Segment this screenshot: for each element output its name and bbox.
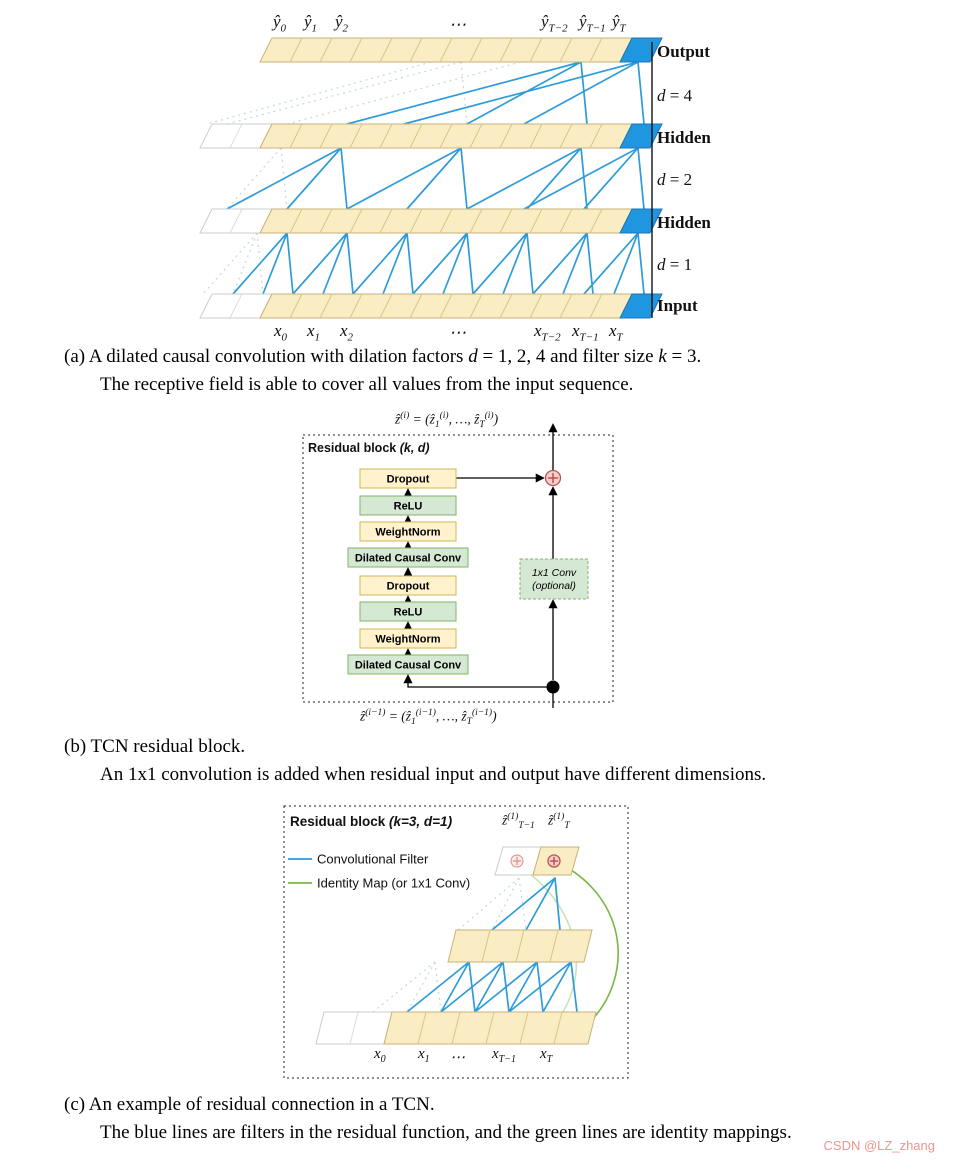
conv-lines-d1	[233, 233, 644, 294]
output-label-y0: $ŷ_0$	[273, 12, 287, 35]
output-label-y2: $ŷ_2$	[335, 12, 349, 35]
legend-identity-map-label: Identity Map (or 1x1 Conv)	[317, 875, 471, 891]
hidden-strip-2	[200, 209, 662, 233]
input-label-x2: $x_2$	[340, 321, 354, 344]
caption-c-line2: The blue lines are filters in the residual function, and the green lines are identity mappings.	[100, 1122, 792, 1143]
caption-a-line2: The receptive field is able to cover all values from the input sequence.	[100, 374, 634, 395]
input-label-xTm1: $x_{T-1}$	[572, 321, 599, 344]
weightnorm-label-2: WeightNorm	[375, 633, 441, 646]
one-by-one-conv-sublabel: (optional)	[532, 580, 576, 592]
plus-active-icon	[548, 855, 560, 867]
faded-connections	[203, 62, 521, 294]
relu-label-2: ReLU	[393, 606, 423, 619]
input-strip-c	[316, 1012, 596, 1044]
one-by-one-conv-box	[520, 559, 588, 599]
conv-lines-d4	[347, 62, 644, 124]
output-label-y1: $ŷ_1$	[304, 12, 318, 35]
layer-label-hidden2: Hidden	[657, 213, 711, 232]
output-label-yTm2: $ŷ_{T-2}$	[541, 12, 568, 35]
hidden-strip-1	[200, 124, 662, 148]
input-label-ellipsis: ⋯	[449, 323, 466, 342]
panel-residual-connection	[280, 800, 640, 1090]
output-label-ellipsis: ⋯	[449, 15, 466, 34]
input-label-c-xT: $x_T$	[540, 1046, 553, 1065]
caption-b	[64, 736, 959, 786]
caption-c	[64, 1094, 959, 1144]
dilated-conv-label-2: Dilated Causal Conv	[354, 659, 462, 672]
hidden-strip-c	[448, 930, 592, 962]
input-label-c-x1: $x_1$	[418, 1046, 430, 1065]
dropout-label-2: Dropout	[386, 580, 430, 593]
relu-label-1: ReLU	[393, 500, 423, 513]
input-label-c-x0: $x_0$	[374, 1046, 386, 1065]
residual-connection-diagram	[280, 800, 640, 1090]
plus-circle-icon	[546, 471, 561, 486]
output-label-yT: $ŷ_T$	[612, 12, 626, 35]
conv-lines-d2	[227, 148, 644, 209]
dilation-label-d1: d = 1	[657, 255, 693, 274]
residual-output-label: ẑ$^{(i)}$ = (ẑ$_1^{(i)}$, …, ẑ$_T^{(i)}$)	[395, 411, 499, 431]
dilated-conv-diagram	[0, 0, 959, 345]
dropout-label-1: Dropout	[386, 473, 430, 486]
residual-block-title: Residual block (k, d)	[308, 441, 430, 455]
caption-a	[64, 346, 959, 396]
output-strip	[260, 38, 662, 62]
legend-conv-filter-label: Convolutional Filter	[317, 851, 429, 867]
input-label-x0: $x_0$	[274, 321, 288, 344]
output-label-yTm1: $ŷ_{T-1}$	[579, 12, 606, 35]
input-label-c-ellipsis: ⋯	[450, 1050, 465, 1066]
input-label-xT: $x_T$	[609, 321, 623, 344]
panel-dilated-causal-conv	[0, 0, 959, 345]
layer-label-output: Output	[657, 42, 710, 61]
dilation-label-d2: d = 2	[657, 170, 693, 189]
branch-dot-icon	[547, 681, 560, 694]
layer-label-hidden1: Hidden	[657, 128, 711, 147]
output-label-zT: ẑ$^{(1)}_T$	[548, 812, 570, 832]
layer-label-input: Input	[657, 296, 698, 315]
dilation-label-d4: d = 4	[657, 86, 693, 105]
residual-input-label: ẑ$^{(i-1)}$ = (ẑ$_1^{(i-1)}$, …, ẑ$_T^{(i-1)}$)	[360, 708, 497, 728]
caption-c-line1: (c) An example of residual connection in a TCN.	[64, 1094, 435, 1115]
output-cells	[495, 847, 579, 875]
watermark: CSDN @LZ_zhang	[823, 1138, 935, 1153]
input-label-c-xTm1: $x_{T-1}$	[492, 1046, 516, 1065]
caption-a-line1: (a) A dilated causal convolution with dilation factors d = 1, 2, 4 and filter size k = 3.	[64, 346, 702, 367]
caption-b-line2: An 1x1 convolution is added when residual input and output have different dimensions.	[100, 764, 767, 785]
weightnorm-label-1: WeightNorm	[375, 526, 441, 539]
input-label-x1: $x_1$	[307, 321, 321, 344]
dilated-conv-label-1: Dilated Causal Conv	[354, 552, 462, 565]
residual-block-diagram	[290, 405, 635, 740]
plus-faded-icon	[511, 855, 523, 867]
output-label-zTm1: ẑ$^{(1)}_{T-1}$	[502, 812, 535, 832]
caption-b-line1: (b) TCN residual block.	[64, 736, 246, 757]
input-strip	[200, 294, 662, 318]
residual-connection-title: Residual block (k=3, d=1)	[290, 814, 453, 829]
input-label-xTm2: $x_{T-2}$	[534, 321, 561, 344]
one-by-one-conv-label: 1x1 Conv	[531, 567, 577, 579]
panel-residual-block	[290, 405, 635, 740]
